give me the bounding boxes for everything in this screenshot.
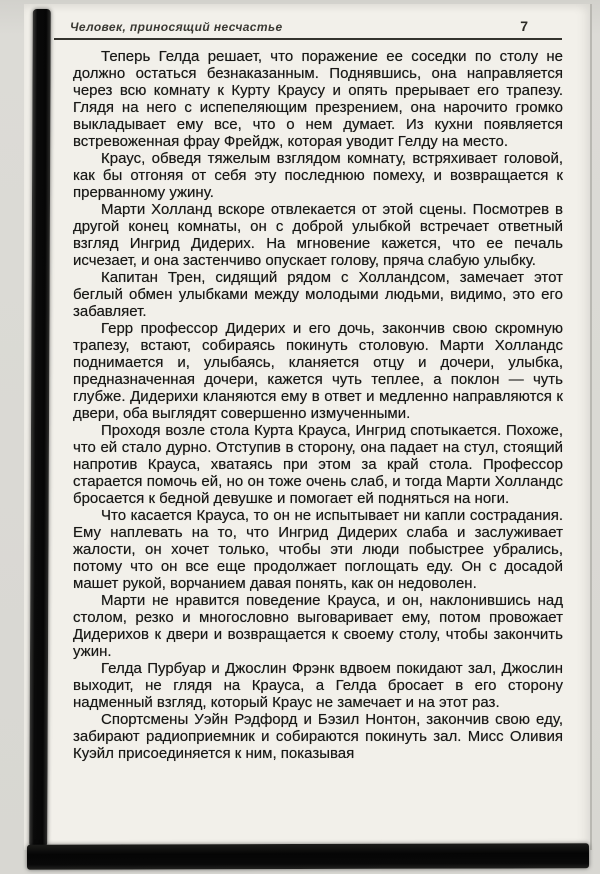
paragraph: Герр профессор Дидерих и его дочь, закончив свою скромную трапезу, встают, собираясь покинуть столовую. Марти Холландс поднимается и, улыбаясь, кланяется отцу и дочери, улыбка, предназначенная дочери, кажется чуть теплее, а поклон — чуть глубже. Дидерихи кланяются ему в ответ и медленно направляются к двери, оба выглядят совершенно измученными. <box>73 320 563 422</box>
paragraph: Что касается Крауса, то он не испытывает ни капли сострадания. Ему наплевать на то, что Ингрид Дидерих слаба и заслуживает жалости, он хочет только, чтобы эти люди побыстрее убрались, потому что он все еще продолжает поглощать еду. Он с досадой машет рукой, ворчанием давая понять, как он недоволен. <box>73 507 563 592</box>
paragraph: Гелда Пурбуар и Джослин Фрэнк вдвоем покидают зал, Джослин выходит, не глядя на Крауса, а Гелда бросает в его сторону надменный взгляд, который Краус не замечает и на этот раз. <box>73 660 563 711</box>
paragraph: Краус, обведя тяжелым взглядом комнату, встряхивает головой, как бы отгоняя от себя эту последнюю помеху, и возвращается к прерванному ужину. <box>73 150 563 201</box>
running-title: Человек, приносящий несчастье <box>70 20 283 34</box>
paragraph: Спортсмены Уэйн Рэдфорд и Бэзил Нонтон, закончив свою еду, забирают радиоприемник и собираются покинуть зал. Мисс Оливия Куэйл присоединяется к ним, показывая <box>73 711 563 762</box>
paragraph: Теперь Гелда решает, что поражение ее соседки по столу не должно остаться безнаказанным. Поднявшись, она направляется через всю комнату к Курту Краусу и опять прерывает его трапезу. Глядя на него с испепеляющим презрением, она нарочито громко выкладывает ему все, что о нем думает. Из кухни появляется встревоженная фрау Фрейдж, которая уводит Гелду на место. <box>73 48 563 150</box>
scan-bottom-shadow <box>27 843 589 869</box>
paragraph: Марти не нравится поведение Крауса, и он, наклонившись над столом, резко и многословно выговаривает ему, потом провожает Дидерихов к двери и возвращается к своему столу, чтобы закончить ужин. <box>73 592 563 660</box>
paragraph: Марти Холланд вскоре отвлекается от этой сцены. Посмотрев в другой конец комнаты, он с доброй улыбкой встречает ответный взгляд Ингрид Дидерих. На мгновение кажется, что ее печаль исчезает, и она застенчиво опускает голову, пряча слабую улыбку. <box>73 201 563 269</box>
page-body <box>73 48 563 762</box>
paragraph: Проходя возле стола Курта Крауса, Ингрид спотыкается. Похоже, что ей стало дурно. Отступив в сторону, она падает на стул, стоящий напротив Крауса, хватаясь при этом за край стола. Профессор старается помочь ей, но он тоже очень слаб, и тогда Марти Холландс бросается к бедной девушке и помогает ей подняться на ноги. <box>73 422 563 507</box>
scan-gutter-shadow <box>29 9 51 847</box>
page-header <box>54 18 562 40</box>
book-page <box>24 4 592 850</box>
paragraph: Капитан Трен, сидящий рядом с Холландсом, замечает этот беглый обмен улыбками между молодыми людьми, видимо, это его забавляет. <box>73 269 563 320</box>
page-number: 7 <box>520 18 528 34</box>
